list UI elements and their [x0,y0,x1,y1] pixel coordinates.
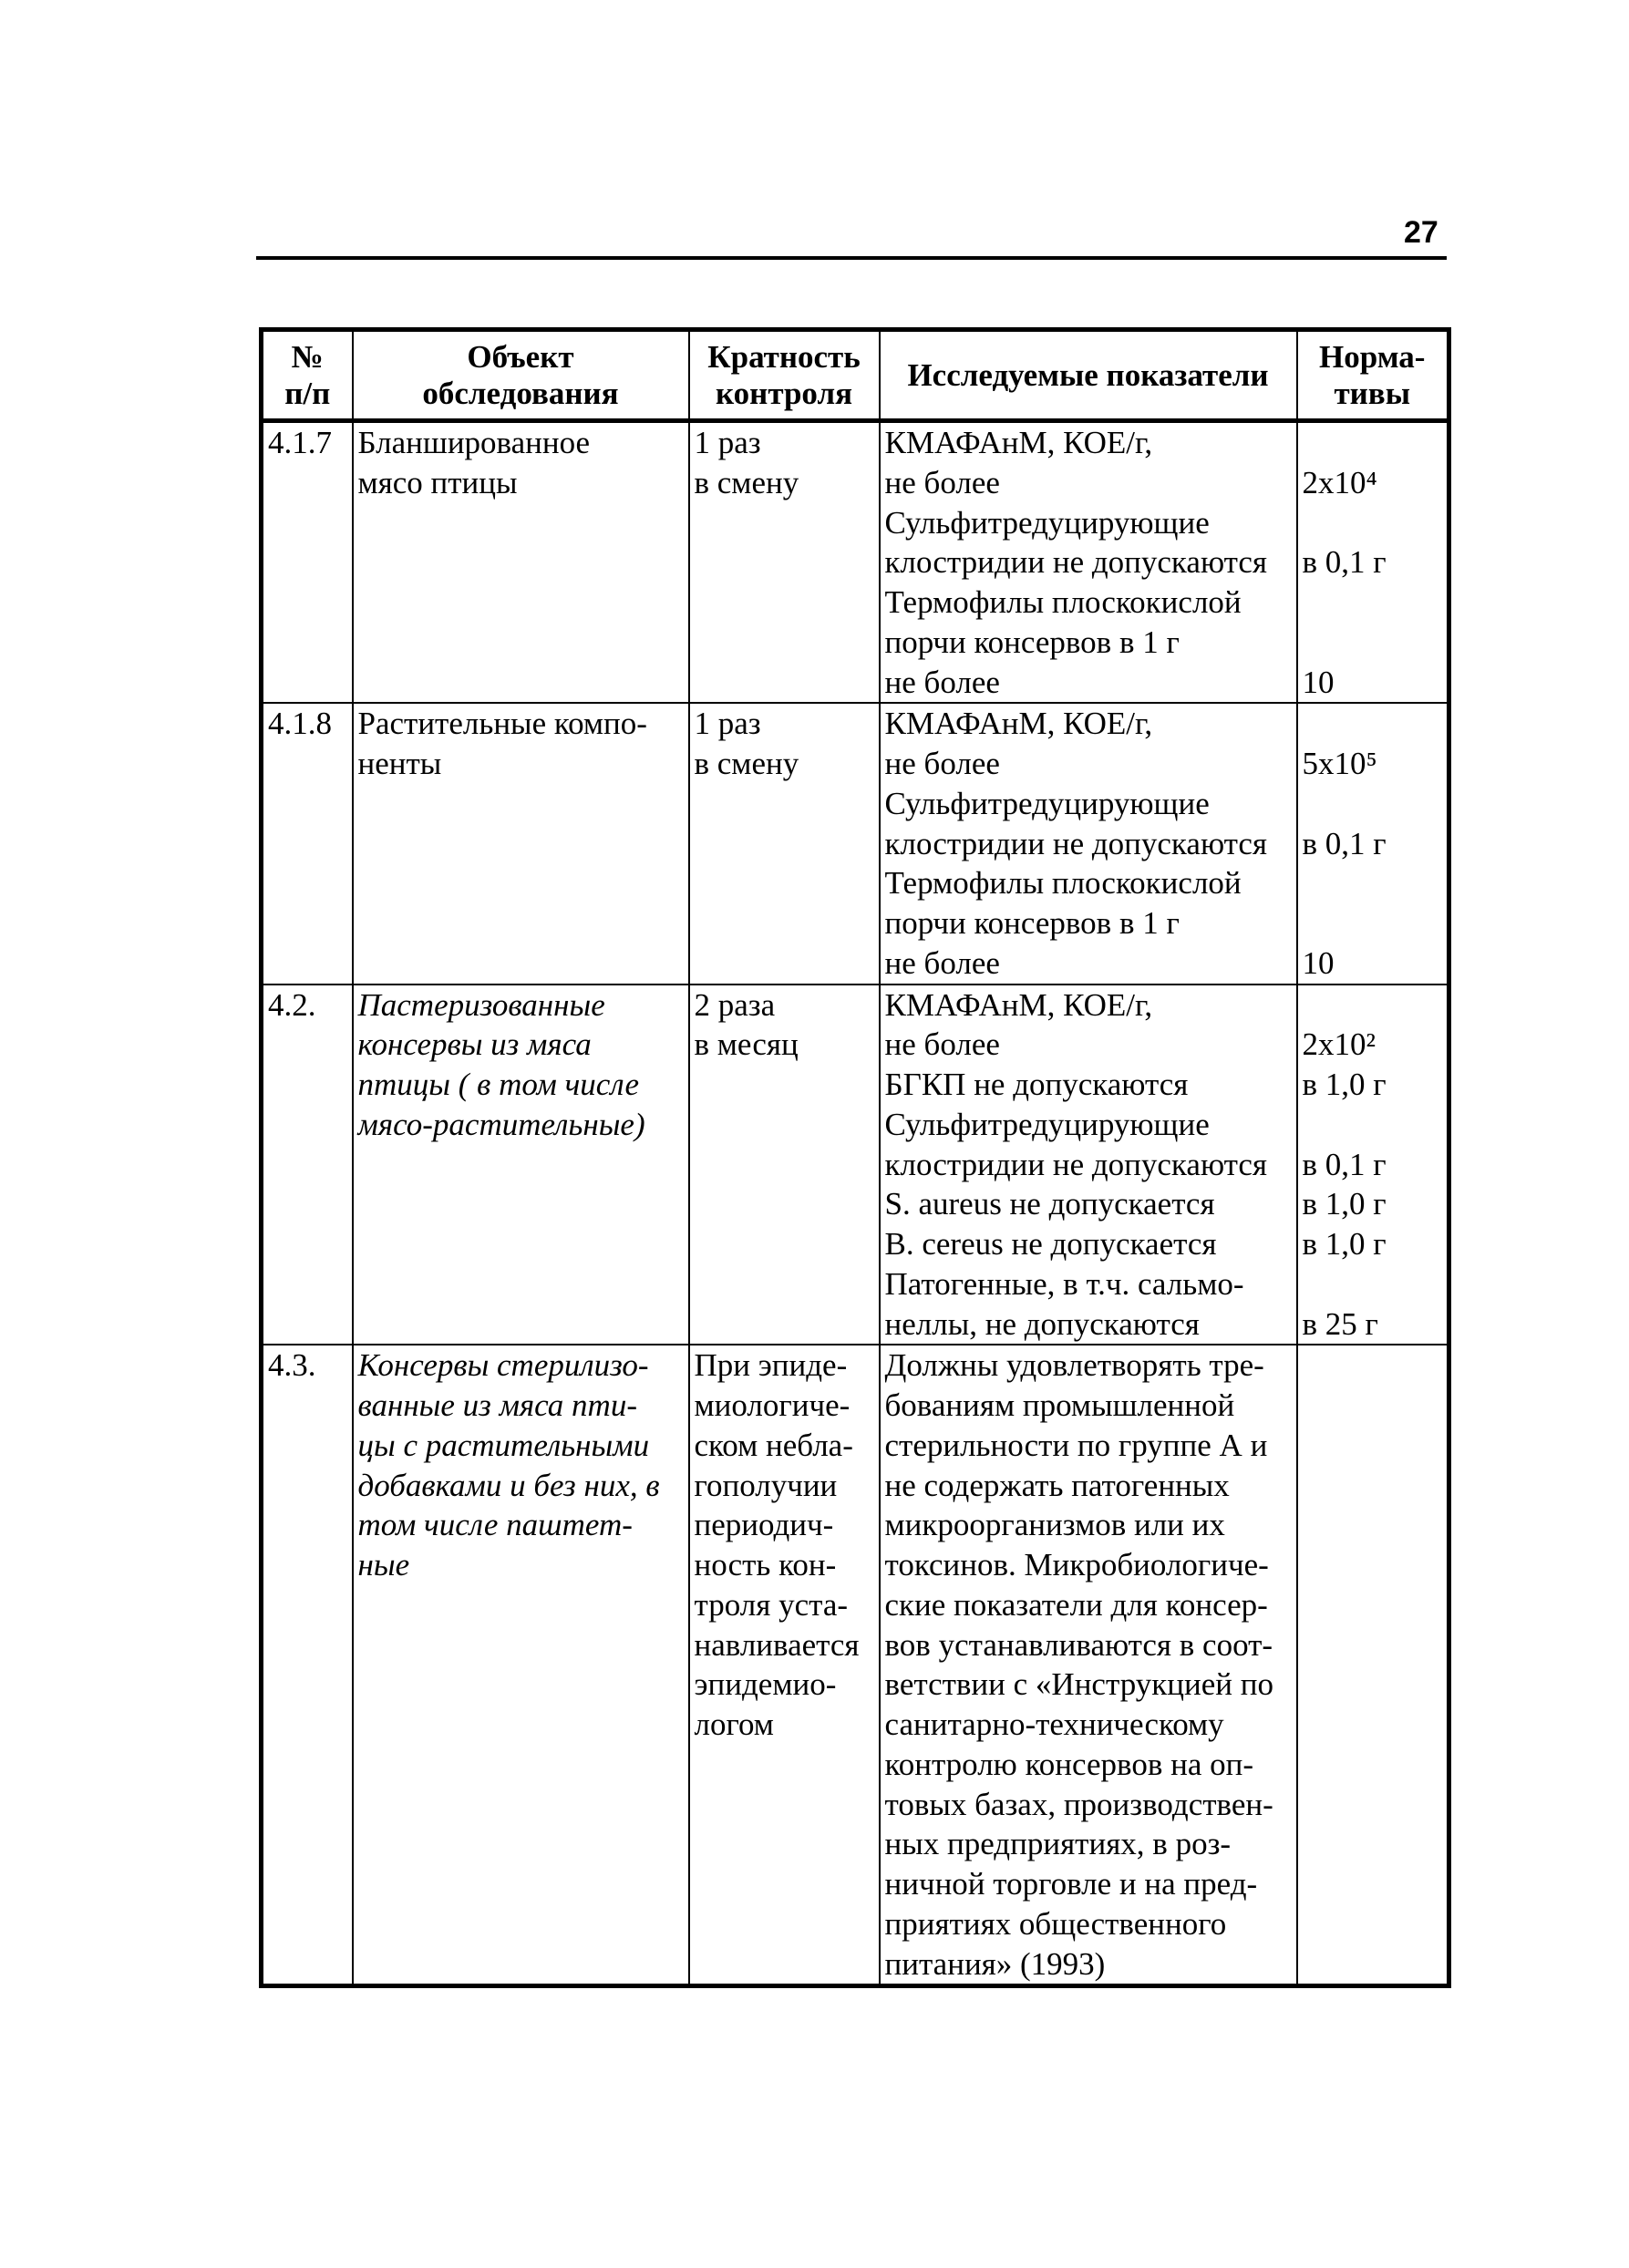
cell-norms-line [1303,582,1448,623]
header-line: Кратность [707,338,861,375]
cell-indicators-line: КМАФАнМ, КОЕ/г, [884,425,1153,460]
cell-indicators-line: клостридии не допускаются [884,544,1267,581]
cell-norms-line [1303,784,1448,824]
cell-indicators-line: не более [884,746,1000,781]
cell-indicators-line: Термофилы плоскокислой [884,584,1242,620]
cell-indicators-line: бованиям промышленной [884,1387,1235,1423]
cell-indicators [880,421,1297,704]
cell-frequency-line: в смену [694,746,799,781]
cell-object-line: Пастеризованные [357,986,605,1023]
cell-frequency [689,985,880,1345]
cell-indicators-line: ничной торговле и на пред- [884,1866,1258,1902]
cell-frequency [689,703,880,984]
header-line: № [291,338,324,375]
cell-frequency-line: троля уста- [694,1586,849,1623]
cell-number [262,985,353,1345]
cell-indicators-line: не содержать патогенных [884,1467,1230,1503]
cell-indicators-line: контролю консервов на оп- [884,1746,1253,1782]
cell-norms-line: в 0,1 г [1302,1146,1387,1182]
page-number: 27 [1404,215,1438,250]
cell-indicators-line: микроорганизмов или их [884,1507,1225,1543]
cell-indicators [880,703,1297,984]
cell-indicators-line: порчи консервов в 1 г [884,905,1180,941]
cell-norms-line: 10 [1302,944,1335,981]
cell-indicators-line: порчи консервов в 1 г [884,624,1180,660]
cell-frequency-line: ность кон- [694,1547,837,1582]
cell-object-line: мясо птицы [357,464,518,500]
cell-object [353,1345,689,1986]
header-line: Объект [467,338,574,375]
cell-norms [1297,1345,1449,1986]
cell-norms-line [1303,704,1448,744]
cell-frequency-line: периодич- [694,1507,834,1543]
cell-norms-line: в 0,1 г [1302,825,1387,861]
cell-frequency-line: При эпиде- [694,1347,848,1384]
cell-object-line: цы с растительными [357,1427,650,1463]
cell-object-line: мясо-растительные) [357,1106,645,1142]
header-line: п/п [284,375,331,411]
cell-norms [1297,985,1449,1345]
header-number [262,330,353,421]
cell-norms-line [1303,423,1448,463]
cell-indicators-line: Должны удовлетворять тре- [884,1347,1264,1384]
cell-indicators-line: БГКП не допускаются [884,1067,1189,1102]
cell-object-line: Растительные компо- [357,706,647,742]
cell-number-line: 4.1.7 [268,425,332,460]
cell-frequency [689,421,880,704]
cell-indicators-line: вов устанавливаются в соот- [884,1626,1273,1663]
header-frequency [689,330,880,421]
cell-norms-line [1303,903,1448,943]
table-row [262,985,1449,1345]
cell-norms-line: в 1,0 г [1302,1226,1387,1262]
cell-indicators-line: Сульфитредуцирующие [884,1106,1210,1142]
cell-indicators-line: B. cereus не допускается [884,1226,1217,1262]
cell-object-line: том числе паштет- [357,1507,633,1543]
cell-object [353,703,689,984]
cell-norms-line: 5x10⁵ [1302,746,1377,781]
cell-indicators-line: Сульфитредуцирующие [884,504,1210,541]
cell-number-line: 4.2. [268,986,316,1023]
cell-norms [1297,703,1449,984]
cell-indicators-line: питания» (1993) [884,1945,1106,1982]
header-line: Норма- [1319,338,1426,375]
cell-norms-line: 2x10⁴ [1302,464,1377,500]
cell-frequency [689,1345,880,1986]
cell-number [262,1345,353,1986]
cell-norms-line: в 1,0 г [1302,1186,1387,1222]
cell-indicators-line: Сульфитредуцирующие [884,785,1210,821]
table-header-row [262,330,1449,421]
cell-frequency-line: эпидемио- [694,1666,837,1703]
cell-number [262,421,353,704]
cell-frequency-line: гополучии [694,1467,838,1503]
header-indicators [880,330,1297,421]
cell-frequency-line: миологиче- [694,1387,851,1423]
cell-indicators-line: клостридии не допускаются [884,1146,1267,1182]
cell-frequency-line: в смену [694,464,799,500]
cell-frequency-line: навливается [694,1626,860,1663]
header-line: контроля [715,375,853,411]
cell-frequency-line: логом [694,1706,774,1742]
cell-frequency-line: 1 раз [694,425,761,460]
cell-norms-line: 10 [1302,664,1335,700]
cell-indicators-line: КМАФАнМ, КОЕ/г, [884,706,1153,742]
header-rule [256,256,1447,260]
cell-object-line: птицы ( в том числе [357,1067,640,1102]
cell-indicators-line: товых базах, производствен- [884,1786,1273,1822]
header-object [353,330,689,421]
table-row [262,703,1449,984]
cell-indicators-line: неллы, не допускаются [884,1305,1200,1342]
cell-object-line: Бланшированное [357,425,591,460]
cell-object-line: ные [357,1547,410,1582]
cell-norms [1297,421,1449,704]
cell-indicators-line: ных предприятиях, в роз- [884,1826,1232,1862]
cell-object-line: ненты [357,746,442,781]
header-line: Исследуемые показатели [907,356,1269,393]
cell-number-line: 4.1.8 [268,706,332,742]
cell-indicators [880,1345,1297,1986]
cell-indicators-line: не более [884,1026,1000,1063]
cell-norms-line: в 1,0 г [1302,1067,1387,1102]
cell-object [353,421,689,704]
microbiology-control-table [259,327,1451,1988]
cell-norms-line [1303,1264,1448,1304]
cell-norms-line: 2x10² [1302,1026,1376,1063]
cell-indicators-line: санитарно-техническому [884,1706,1224,1742]
cell-number [262,703,353,984]
cell-frequency-line: 2 раза [694,986,776,1023]
header-line: обследования [422,375,619,411]
cell-norms-line [1303,503,1448,543]
cell-object-line: ванные из мяса пти- [357,1387,637,1423]
cell-indicators-line: приятиях общественного [884,1905,1227,1942]
cell-frequency-line: в месяц [694,1026,799,1063]
cell-indicators-line: не более [884,464,1000,500]
cell-indicators-line: не более [884,664,1000,700]
cell-object-line: Консервы стерилизо- [357,1347,649,1384]
table-row [262,421,1449,704]
cell-norms-line [1303,863,1448,903]
cell-indicators-line: Термофилы плоскокислой [884,865,1242,902]
cell-indicators-line: клостридии не допускаются [884,825,1267,861]
cell-object [353,985,689,1345]
cell-indicators-line: КМАФАнМ, КОЕ/г, [884,986,1153,1023]
cell-indicators-line: ветствии с «Инструкцией по [884,1666,1273,1703]
cell-indicators-line: ские показатели для консер- [884,1586,1268,1623]
cell-indicators-line: S. aureus не допускается [884,1186,1215,1222]
cell-indicators-line: токсинов. Микробиологиче- [884,1547,1269,1582]
cell-norms-line [1303,1105,1448,1145]
table-row [262,1345,1449,1986]
header-line: тивы [1334,375,1411,411]
header-norms [1297,330,1449,421]
cell-number-line: 4.3. [268,1347,316,1384]
cell-indicators [880,985,1297,1345]
cell-indicators-line: стерильности по группе А и [884,1427,1268,1463]
cell-norms-line [1303,623,1448,663]
cell-object-line: консервы из мяса [357,1026,592,1063]
cell-object-line: добавками и без них, в [357,1467,660,1503]
cell-norms-line: в 25 г [1302,1305,1378,1342]
cell-indicators-line: Патогенные, в т.ч. сальмо- [884,1265,1244,1302]
cell-norms-line: в 0,1 г [1302,544,1387,581]
cell-norms-line [1303,985,1448,1026]
cell-indicators-line: не более [884,944,1000,981]
cell-frequency-line: ском небла- [694,1427,853,1463]
cell-frequency-line: 1 раз [694,706,761,742]
